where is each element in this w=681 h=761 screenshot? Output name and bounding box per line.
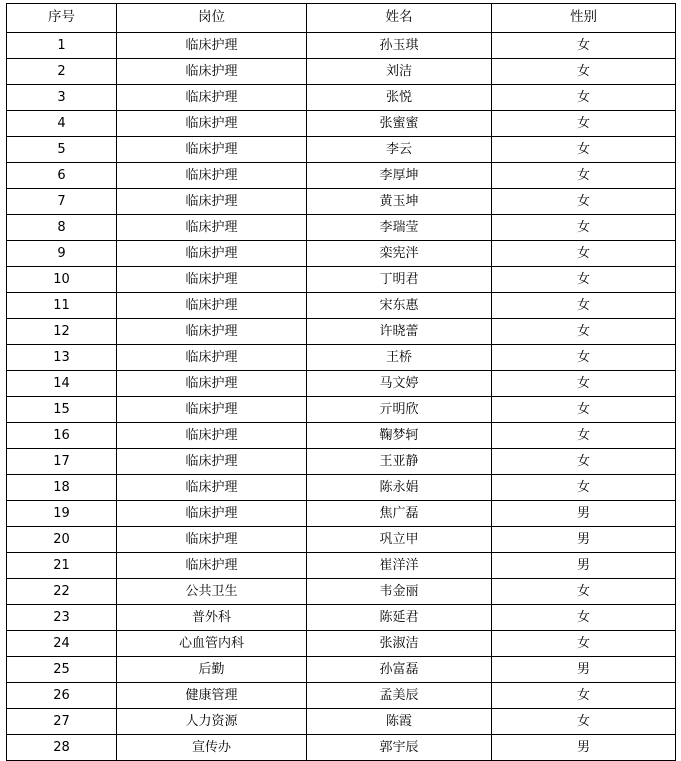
cell-gender: 女 (492, 215, 676, 241)
cell-index: 12 (7, 319, 117, 345)
table-row (7, 527, 676, 553)
cell-index: 5 (7, 137, 117, 163)
cell-post: 临床护理 (117, 423, 307, 449)
cell-index: 26 (7, 683, 117, 709)
cell-gender: 女 (492, 371, 676, 397)
cell-name: 李云 (307, 137, 492, 163)
table-row (7, 631, 676, 657)
cell-post: 临床护理 (117, 397, 307, 423)
cell-gender: 女 (492, 709, 676, 735)
column-header-gender: 性别 (492, 4, 676, 33)
cell-index: 25 (7, 657, 117, 683)
cell-gender: 女 (492, 449, 676, 475)
cell-post: 普外科 (117, 605, 307, 631)
cell-name: 陈霞 (307, 709, 492, 735)
column-header-post: 岗位 (117, 4, 307, 33)
cell-index: 6 (7, 163, 117, 189)
table-row (7, 579, 676, 605)
cell-name: 黄玉坤 (307, 189, 492, 215)
cell-name: 孙玉琪 (307, 33, 492, 59)
table-row (7, 683, 676, 709)
table-row (7, 59, 676, 85)
cell-gender: 女 (492, 111, 676, 137)
cell-name: 许晓蕾 (307, 319, 492, 345)
cell-post: 临床护理 (117, 59, 307, 85)
cell-index: 18 (7, 475, 117, 501)
cell-index: 24 (7, 631, 117, 657)
cell-gender: 女 (492, 345, 676, 371)
cell-index: 2 (7, 59, 117, 85)
cell-name: 李厚坤 (307, 163, 492, 189)
table-row (7, 371, 676, 397)
cell-post: 宣传办 (117, 735, 307, 761)
cell-name: 王亚静 (307, 449, 492, 475)
cell-gender: 女 (492, 189, 676, 215)
cell-index: 22 (7, 579, 117, 605)
table-row (7, 215, 676, 241)
table-row (7, 85, 676, 111)
cell-gender: 女 (492, 631, 676, 657)
cell-index: 7 (7, 189, 117, 215)
cell-gender: 女 (492, 605, 676, 631)
cell-index: 20 (7, 527, 117, 553)
cell-post: 健康管理 (117, 683, 307, 709)
table-row (7, 501, 676, 527)
cell-index: 27 (7, 709, 117, 735)
cell-post: 临床护理 (117, 553, 307, 579)
cell-index: 17 (7, 449, 117, 475)
cell-name: 郭宇辰 (307, 735, 492, 761)
cell-post: 心血管内科 (117, 631, 307, 657)
cell-gender: 男 (492, 657, 676, 683)
table-row (7, 657, 676, 683)
cell-gender: 女 (492, 319, 676, 345)
table-row (7, 605, 676, 631)
cell-name: 张悦 (307, 85, 492, 111)
cell-name: 张蜜蜜 (307, 111, 492, 137)
table-row (7, 137, 676, 163)
cell-post: 临床护理 (117, 527, 307, 553)
table-row (7, 163, 676, 189)
table-row (7, 553, 676, 579)
cell-name: 陈延君 (307, 605, 492, 631)
cell-index: 23 (7, 605, 117, 631)
cell-gender: 女 (492, 137, 676, 163)
cell-gender: 男 (492, 527, 676, 553)
cell-gender: 女 (492, 423, 676, 449)
table-header-row (7, 4, 676, 33)
cell-post: 临床护理 (117, 345, 307, 371)
cell-name: 孙富磊 (307, 657, 492, 683)
cell-name: 孟美辰 (307, 683, 492, 709)
cell-index: 3 (7, 85, 117, 111)
cell-gender: 女 (492, 59, 676, 85)
cell-index: 28 (7, 735, 117, 761)
column-header-name: 姓名 (307, 4, 492, 33)
cell-gender: 女 (492, 85, 676, 111)
column-header-index: 序号 (7, 4, 117, 33)
cell-post: 公共卫生 (117, 579, 307, 605)
table-row (7, 475, 676, 501)
cell-post: 临床护理 (117, 475, 307, 501)
cell-gender: 女 (492, 397, 676, 423)
table-row (7, 345, 676, 371)
cell-index: 15 (7, 397, 117, 423)
cell-index: 8 (7, 215, 117, 241)
table-row (7, 33, 676, 59)
cell-index: 10 (7, 267, 117, 293)
cell-post: 临床护理 (117, 111, 307, 137)
cell-name: 陈永娟 (307, 475, 492, 501)
cell-index: 4 (7, 111, 117, 137)
cell-index: 1 (7, 33, 117, 59)
table-row (7, 735, 676, 761)
table-row (7, 319, 676, 345)
cell-gender: 女 (492, 163, 676, 189)
cell-post: 后勤 (117, 657, 307, 683)
table-row (7, 267, 676, 293)
cell-gender: 女 (492, 475, 676, 501)
cell-gender: 女 (492, 579, 676, 605)
cell-post: 临床护理 (117, 501, 307, 527)
cell-index: 13 (7, 345, 117, 371)
table-row (7, 111, 676, 137)
cell-name: 王桥 (307, 345, 492, 371)
cell-name: 亓明欣 (307, 397, 492, 423)
cell-post: 临床护理 (117, 449, 307, 475)
cell-name: 张淑洁 (307, 631, 492, 657)
cell-name: 巩立甲 (307, 527, 492, 553)
cell-post: 临床护理 (117, 33, 307, 59)
table-header (7, 4, 676, 33)
cell-post: 临床护理 (117, 241, 307, 267)
cell-post: 临床护理 (117, 293, 307, 319)
cell-index: 14 (7, 371, 117, 397)
cell-post: 临床护理 (117, 319, 307, 345)
table-row (7, 709, 676, 735)
cell-gender: 女 (492, 241, 676, 267)
cell-post: 临床护理 (117, 137, 307, 163)
table-row (7, 449, 676, 475)
cell-gender: 男 (492, 735, 676, 761)
cell-name: 马文婷 (307, 371, 492, 397)
roster-table (6, 3, 676, 761)
cell-index: 19 (7, 501, 117, 527)
table-row (7, 189, 676, 215)
cell-post: 临床护理 (117, 267, 307, 293)
cell-post: 临床护理 (117, 371, 307, 397)
cell-name: 焦广磊 (307, 501, 492, 527)
cell-name: 韦金丽 (307, 579, 492, 605)
cell-gender: 女 (492, 683, 676, 709)
cell-post: 临床护理 (117, 85, 307, 111)
cell-name: 李瑞莹 (307, 215, 492, 241)
cell-post: 临床护理 (117, 163, 307, 189)
table-body (7, 33, 676, 761)
cell-index: 16 (7, 423, 117, 449)
cell-index: 9 (7, 241, 117, 267)
cell-name: 鞠梦轲 (307, 423, 492, 449)
cell-post: 临床护理 (117, 215, 307, 241)
cell-name: 刘洁 (307, 59, 492, 85)
table-row (7, 241, 676, 267)
cell-index: 11 (7, 293, 117, 319)
cell-name: 丁明君 (307, 267, 492, 293)
cell-gender: 女 (492, 33, 676, 59)
table-row (7, 397, 676, 423)
cell-index: 21 (7, 553, 117, 579)
table-row (7, 423, 676, 449)
cell-gender: 男 (492, 501, 676, 527)
cell-name: 宋东惠 (307, 293, 492, 319)
cell-post: 人力资源 (117, 709, 307, 735)
table-row (7, 293, 676, 319)
cell-post: 临床护理 (117, 189, 307, 215)
cell-gender: 男 (492, 553, 676, 579)
cell-gender: 女 (492, 293, 676, 319)
cell-gender: 女 (492, 267, 676, 293)
cell-name: 栾宪泮 (307, 241, 492, 267)
cell-name: 崔洋洋 (307, 553, 492, 579)
